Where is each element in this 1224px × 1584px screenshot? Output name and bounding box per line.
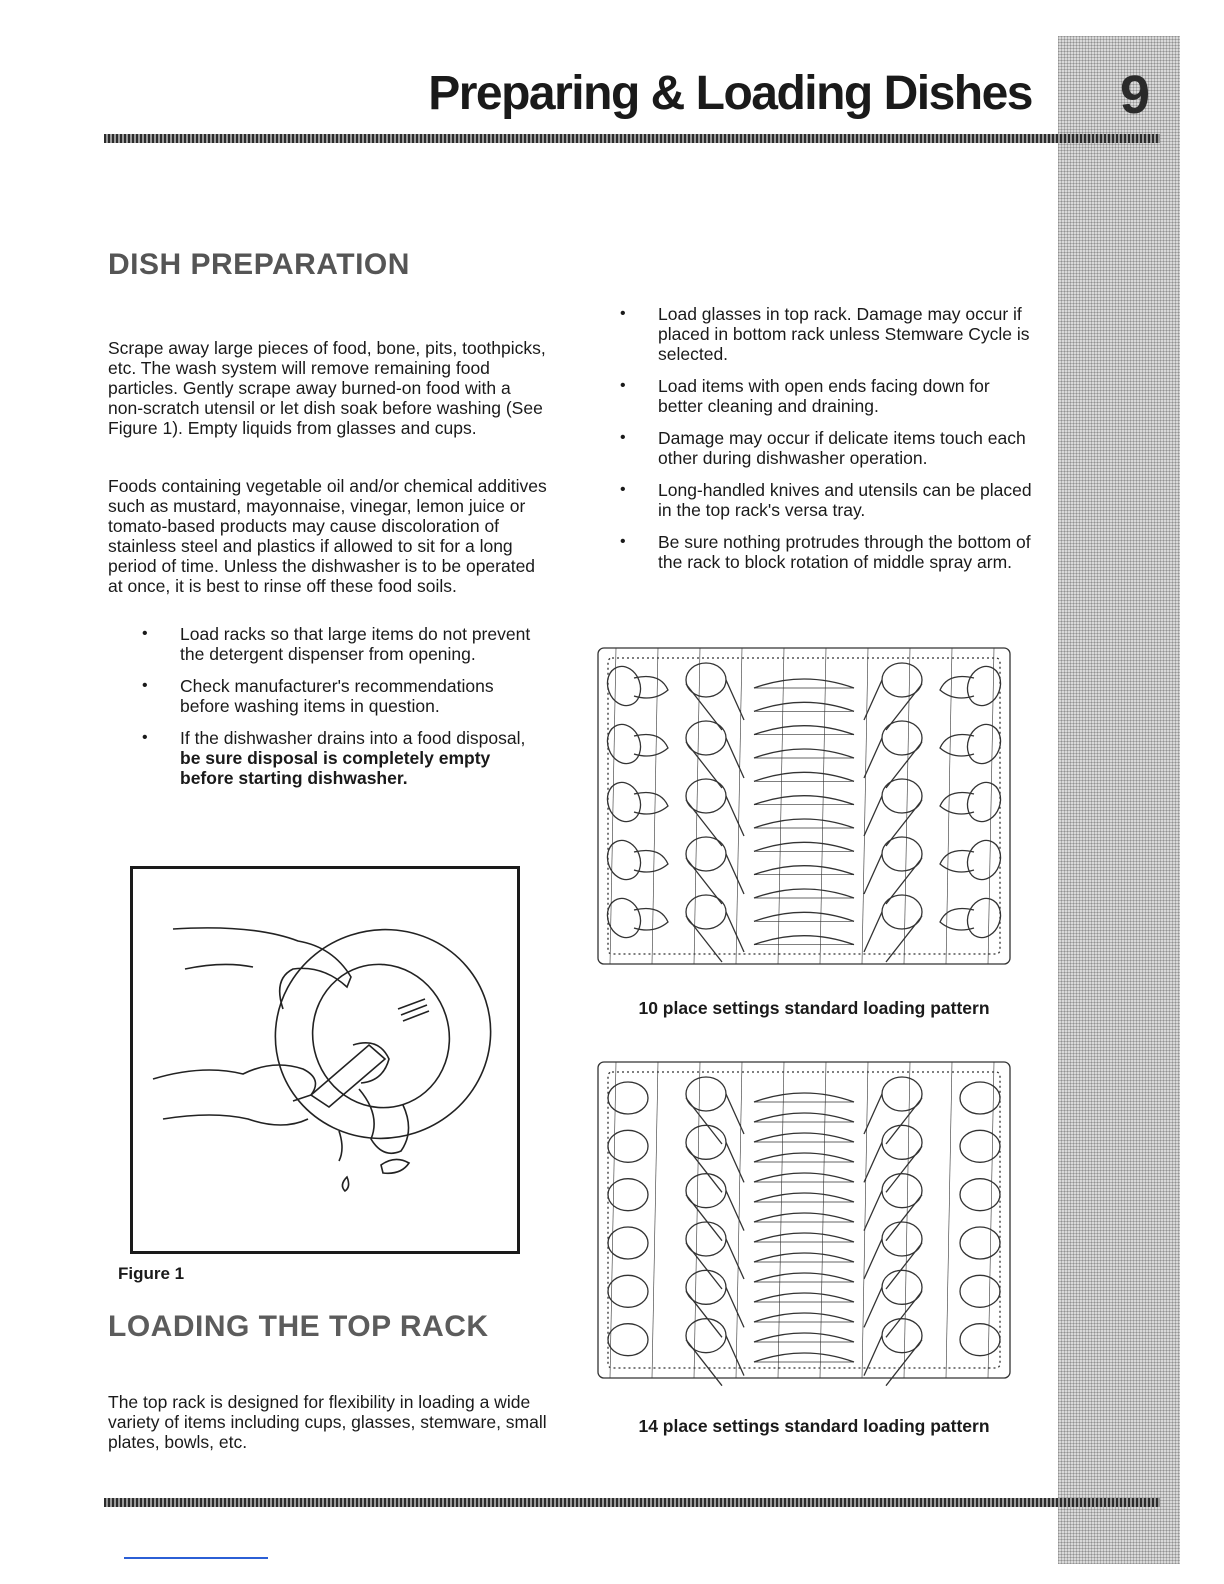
rack-10-place-diagram xyxy=(594,644,1014,974)
rack-14-place-diagram xyxy=(594,1058,1014,1388)
side-strip xyxy=(1058,36,1180,1564)
disposal-warning-bold: be sure disposal is completely empty before starting dishwasher. xyxy=(180,748,491,788)
list-item xyxy=(142,728,540,788)
list-item: • Load racks so that large items do not prevent the detergent dispenser from opening. xyxy=(142,624,540,664)
list-item: • Load items with open ends facing down for better cleaning and draining. xyxy=(620,376,1034,416)
left-bullet-list xyxy=(142,624,540,800)
page-number: 9 xyxy=(1119,65,1151,125)
figure-1-label: Figure 1 xyxy=(118,1264,185,1283)
paragraph-top-rack: The top rack is designed for flexibility in loading a wide variety of items including cups, glasses, stemware, small plates, bowls, etc. xyxy=(108,1392,547,1452)
paragraph-scrape: Scrape away large pieces of food, bone, pits, toothpicks, etc. The wash system will remove remaining food particles. Gently scrape away burned-on food with a non-scratch utensil or let dish soak before washing (See Figure 1). Empty liquids from glasses and cups. xyxy=(108,338,546,438)
loading-top-rack-heading: LOADING THE TOP RACK xyxy=(108,1310,489,1343)
paragraph-foods: Foods containing vegetable oil and/or chemical additives such as mustard, mayonnaise, vinegar, lemon juice or tomato-based products may cause discoloration of stainless steel and plastics if allowed to sit for a long period of time. Unless the dishwasher is to be operated at once, it is best to rinse off these food soils. xyxy=(108,476,547,596)
right-bullet-list xyxy=(620,304,1034,584)
header-rule xyxy=(104,134,1160,143)
disposal-warning-text: If the dishwasher drains into a food disposal, xyxy=(180,728,526,748)
footer-link-underline xyxy=(124,1557,268,1559)
rack-10-caption: 10 place settings standard loading pattern xyxy=(638,998,990,1018)
dish-preparation-heading: DISH PREPARATION xyxy=(108,248,410,281)
figure-1-box xyxy=(130,866,520,1254)
list-item: • Be sure nothing protrudes through the bottom of the rack to block rotation of middle spray arm. xyxy=(620,532,1034,572)
footer-rule xyxy=(104,1498,1160,1507)
page-title: Preparing & Loading Dishes xyxy=(428,67,1032,120)
list-item: • Long-handled knives and utensils can be placed in the top rack's versa tray. xyxy=(620,480,1034,520)
scraping-plate-illustration xyxy=(133,869,517,1251)
list-item: • Load glasses in top rack. Damage may occur if placed in bottom rack unless Stemware Cycle is selected. xyxy=(620,304,1034,364)
list-item: • Damage may occur if delicate items touch each other during dishwasher operation. xyxy=(620,428,1034,468)
list-item: • Check manufacturer's recommendations before washing items in question. xyxy=(142,676,540,716)
rack-14-caption: 14 place settings standard loading pattern xyxy=(638,1416,990,1436)
